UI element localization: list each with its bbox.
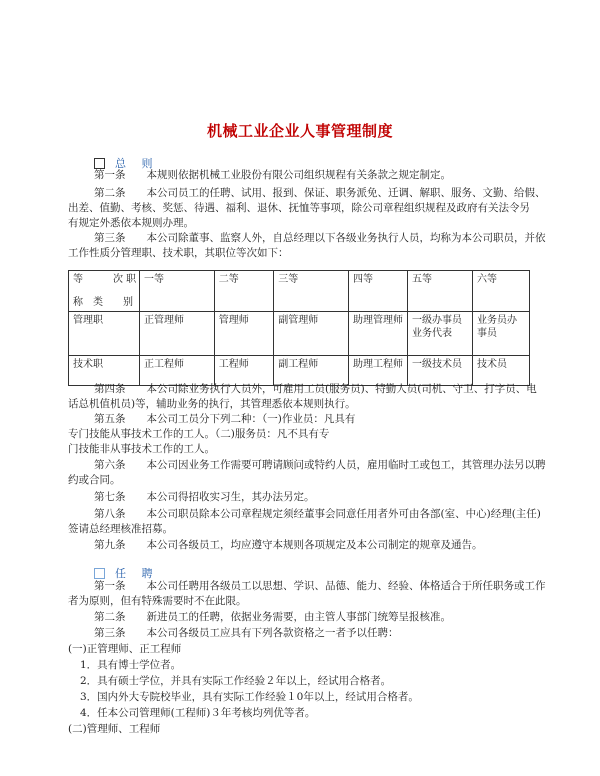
grade-header: 二等: [214, 271, 273, 312]
checkbox-icon: [94, 158, 105, 169]
table-row: [69, 312, 530, 356]
list-heading: (一)正管理师、正工程师: [68, 643, 182, 655]
grade-header: 一等: [140, 271, 215, 312]
grade-table: [68, 270, 530, 386]
table-cell: 正工程师: [140, 356, 215, 386]
table-cell: 副工程师: [274, 356, 349, 386]
table-cell: 一级技术员: [408, 356, 473, 386]
grade-header: 六等: [473, 271, 530, 312]
paragraph-line: 第三条 本公司各级员工应具有下列各款资格之一者予以任聘：: [94, 627, 399, 639]
document-title: 机械工业企业人事管理制度: [206, 122, 393, 140]
paragraph-line: 者为原则，但有特殊需要时不在此限。: [68, 595, 247, 607]
category-cell: 管理职: [69, 312, 140, 356]
category-cell: 技术职: [69, 356, 140, 386]
paragraph-line: 第八条 本公司职员除本公司章程规定须经董事会同意任用者外可由各部(室、中心)经理(主任): [94, 508, 541, 520]
table-cell: 技术员: [473, 356, 530, 386]
grade-header: 四等: [349, 271, 408, 312]
paragraph-line: 第一条 本公司任聘用各级员工以思想、学识、品德、能力、经验、体格适合于所任职务或工作: [94, 580, 546, 592]
grade-header: 三等: [274, 271, 349, 312]
section-heading-general: 总 则: [94, 155, 159, 171]
table-row: [69, 356, 530, 386]
paragraph-line: 第六条 本公司因业务工作需要可聘请顾问或特约人员，雇用临时工或包工，其管理办法另以聘: [94, 459, 546, 471]
paragraph-line: 第七条 本公司得招收实习生，其办法另定。: [94, 491, 315, 503]
table-cell: 正管理师: [140, 312, 215, 356]
list-item: 4．任本公司管理师(工程师)３年考核均列优等者。: [80, 707, 316, 719]
paragraph-line: 门技能非从事技术工作的工人。: [68, 443, 215, 455]
table-cell: 管理师: [214, 312, 273, 356]
table-cell: 助理管理师: [349, 312, 408, 356]
list-item: 1．具有博士学位者。: [80, 659, 182, 671]
paragraph-line: 约或合同。: [68, 474, 121, 486]
paragraph-line: 出差、值勤、考核、奖惩、待遇、福利、退休、抚恤等事项，除公司章程组织规程及政府有关法令另: [68, 202, 530, 214]
list-heading: (二)管理师、工程师: [68, 723, 161, 735]
paragraph-line: 第二条 本公司员工的任聘、试用、报到、保证、职务派免、迁调、解职、服务、文勤、给假、: [94, 187, 546, 199]
table-header-corner: 等 次 职 称 类 别: [69, 271, 140, 312]
paragraph-line: 专门技能从事技术工作的工人。（二)服务员：凡不具有专: [68, 428, 330, 440]
paragraph-line: 第一条 本规则依据机械工业股份有限公司组织规程有关条款之规定制定。: [94, 169, 451, 181]
grade-header: 五等: [408, 271, 473, 312]
paragraph-line: 第九条 本公司各级员工，均应遵守本规则各项规定及本公司制定的规章及通告。: [94, 539, 483, 551]
checkbox-icon: [94, 568, 105, 579]
paragraph-line: 第三条 本公司除董事、监察人外，自总经理以下各级业务执行人员，均称为本公司职员，并依: [94, 232, 546, 244]
table-cell: 工程师: [214, 356, 273, 386]
list-item: 2．具有硕士学位，并具有实际工作经验２年以上，经试用合格者。: [80, 675, 392, 687]
table-cell: 副管理师: [274, 312, 349, 356]
paragraph-line: 第五条 本公司工员分下列二种：（一)作业员：凡具有: [94, 413, 356, 425]
table-cell: 业务员办事员: [473, 312, 530, 356]
paragraph-line: 话总机值机员)等，辅助业务的执行，其管理悉依本规则执行。: [68, 398, 356, 410]
table-cell: 一级办事员 业务代表: [408, 312, 473, 356]
section-heading-appointment: 任 聘: [94, 565, 159, 581]
paragraph-line: 有规定外悉依本规则办理。: [68, 217, 194, 229]
table-cell: 助理工程师: [349, 356, 408, 386]
paragraph-line: 签请总经理核准招募。: [68, 523, 173, 535]
table-row: [69, 271, 530, 312]
list-item: 3．国内外大专院校毕业，具有实际工作经验１0年以上，经试用合格者。: [80, 691, 419, 703]
paragraph-line: 第二条 新进员工的任聘，依据业务需要，由主管人事部门统筹呈报核准。: [94, 611, 451, 623]
paragraph-line: 第四条 本公司除业务执行人员外，可雇用工员(服务员)、特勤人员(司机、守卫、打字员、电: [94, 383, 537, 395]
paragraph-line: 工作性质分管理职、技术职，其职位等次如下：: [68, 247, 289, 259]
